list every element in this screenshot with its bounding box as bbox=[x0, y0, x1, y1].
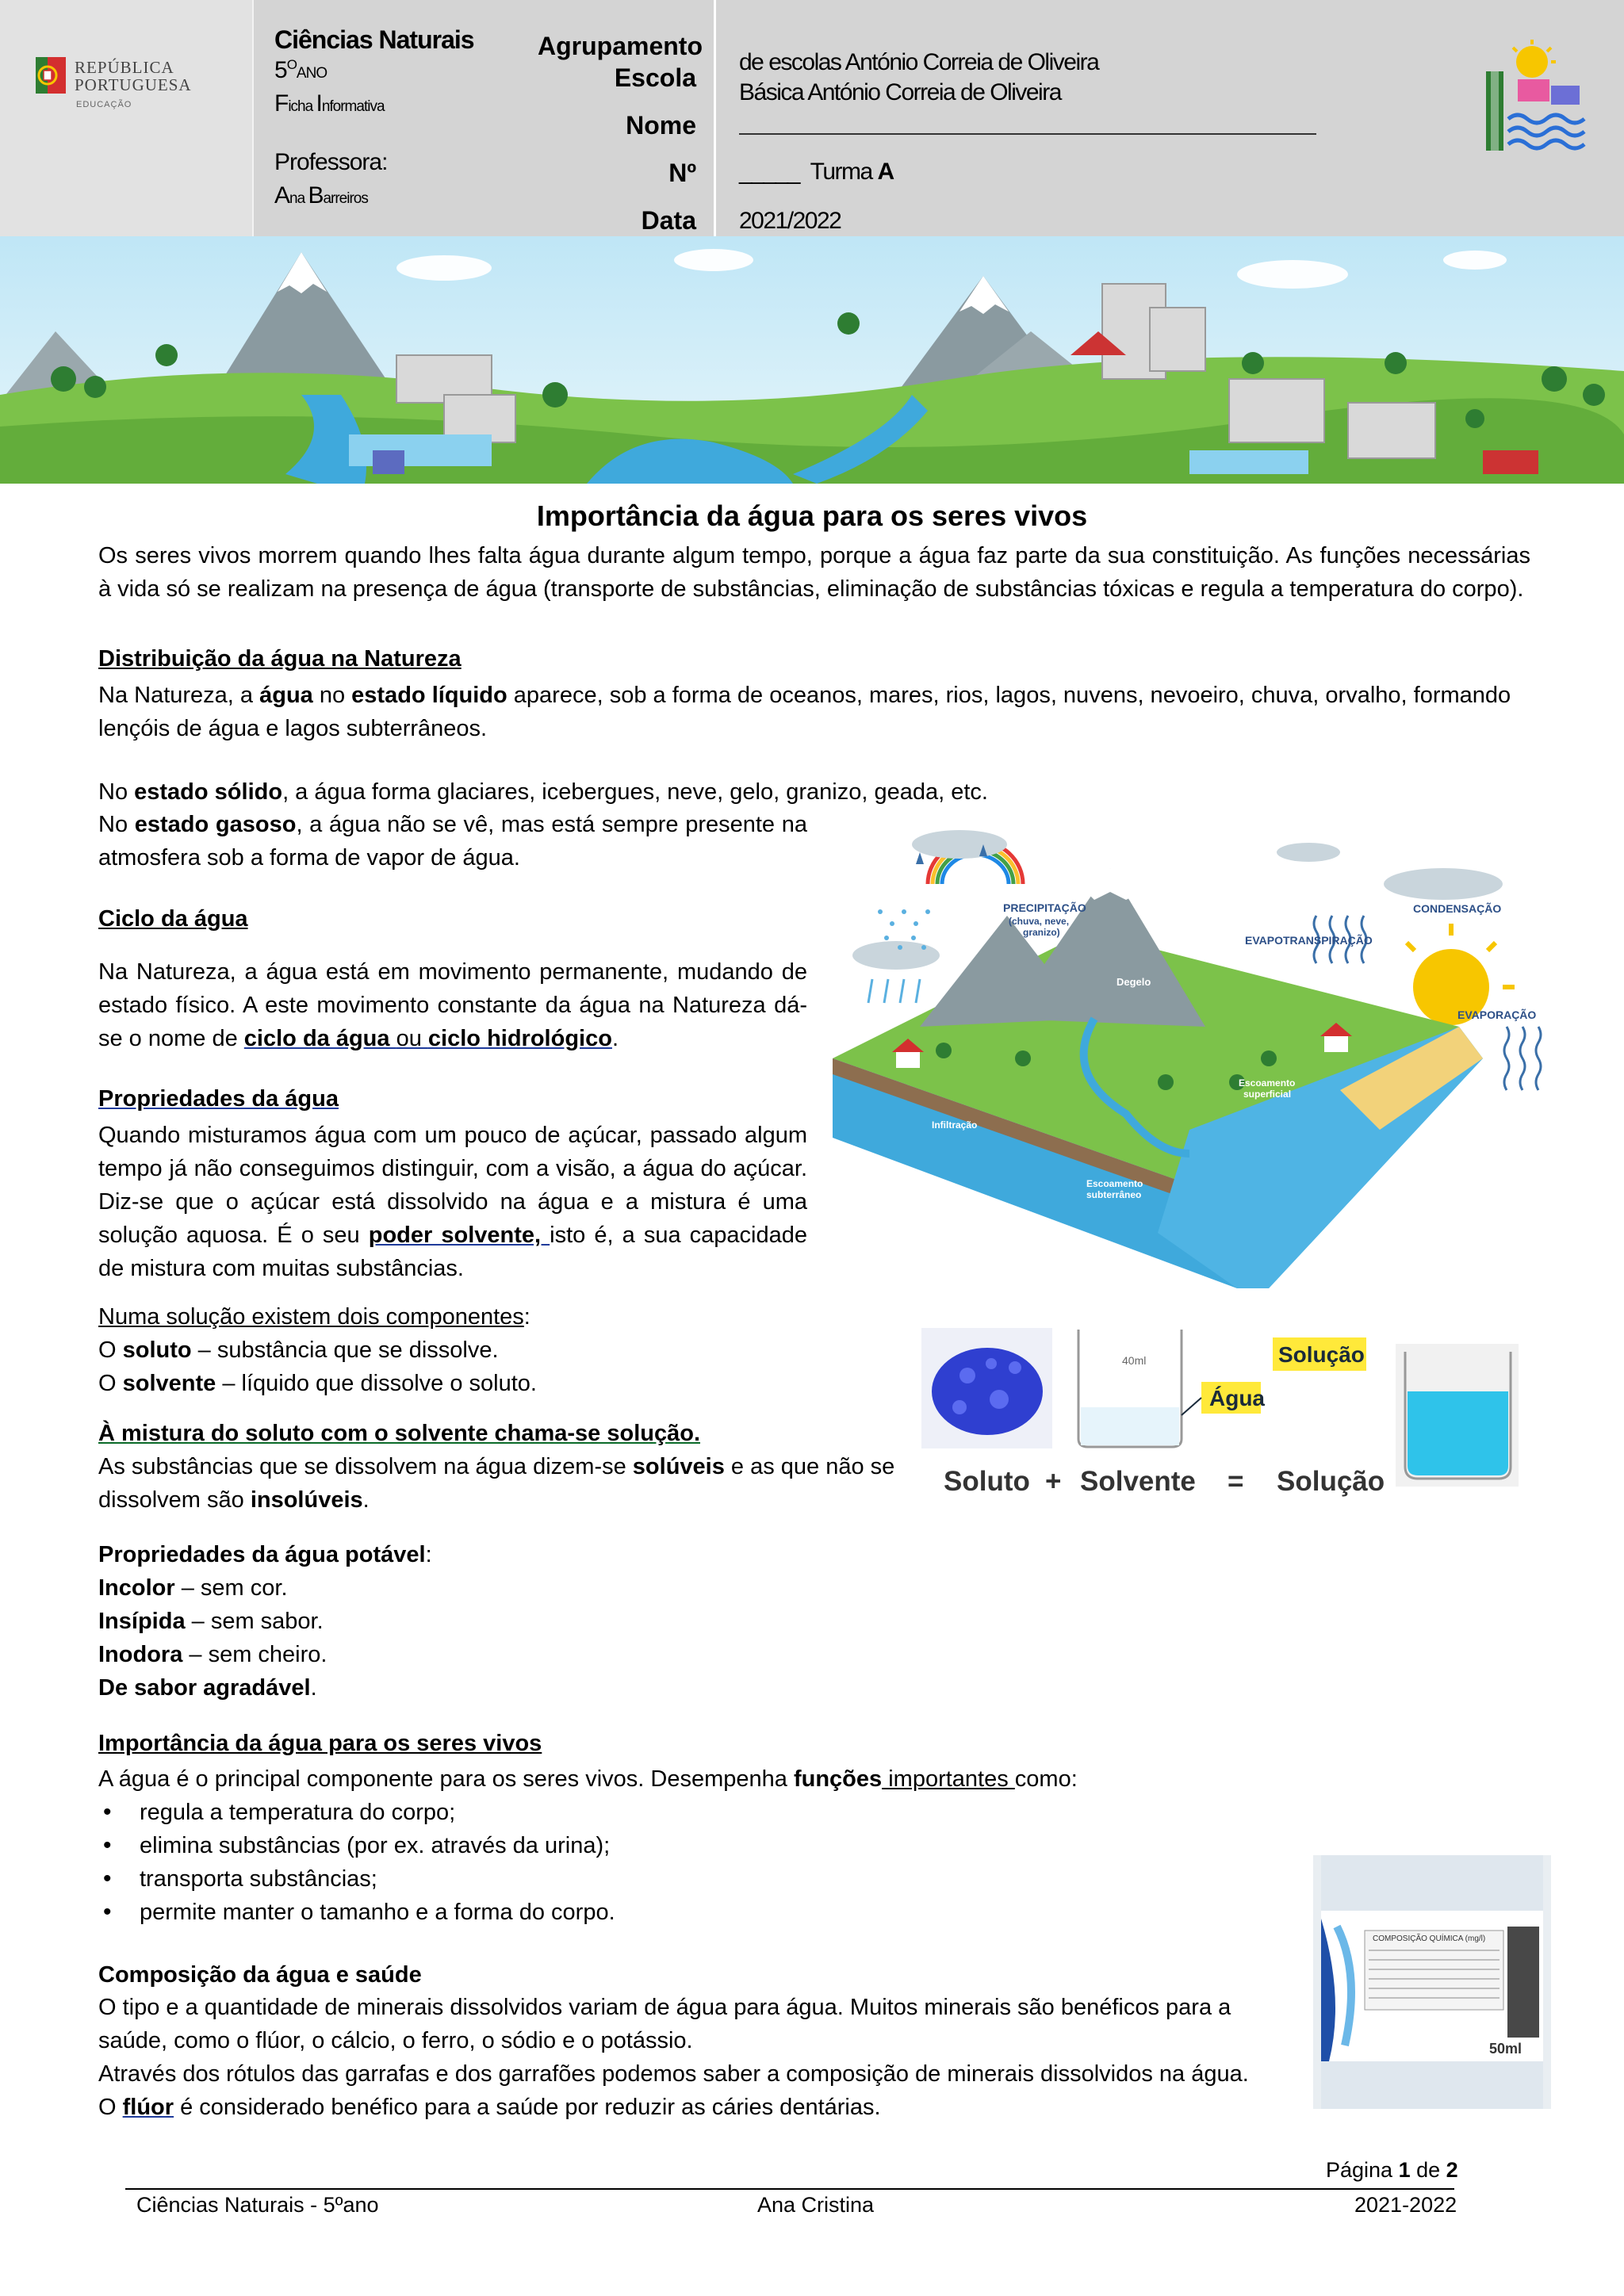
importance-heading: Importância da água para os seres vivos bbox=[98, 1731, 542, 1756]
potable-item: Inodora – sem cheiro. bbox=[98, 1642, 327, 1667]
intro-paragraph: Os seres vivos morrem quando lhes falta água durante algum tempo, porque a água faz parte da sua constituição. As funções necessárias à vida só se realizam na presença de água (transporte de substâncias, eliminação de substâncias tóxicas e regula a temperatura do corpo). bbox=[98, 543, 1530, 602]
potable-item: Incolor – sem cor. bbox=[98, 1575, 288, 1601]
republic-emblem-icon bbox=[36, 57, 66, 94]
equation-equals: = bbox=[1228, 1466, 1244, 1497]
potable-list bbox=[98, 1571, 327, 1705]
value-numero-turma: _____ Turma A bbox=[739, 159, 894, 185]
equation-soluto: Soluto bbox=[944, 1466, 1030, 1497]
label-precipitation-sub: granizo) bbox=[1023, 927, 1060, 938]
distribution-solid-paragraph: No estado sólido, a água forma glaciares, icebergues, neve, gelo, granizo, geada, etc. bbox=[98, 779, 988, 805]
label-evapotranspiration: EVAPOTRANSPIRAÇÃO bbox=[1245, 934, 1373, 947]
equation-plus: + bbox=[1045, 1466, 1062, 1497]
label-groundwater-runoff: Escoamento bbox=[1086, 1178, 1143, 1189]
label-groundwater-runoff: subterrâneo bbox=[1086, 1189, 1142, 1200]
footer-divider bbox=[125, 2188, 1454, 2190]
label-precipitation-sub: (chuva, neve, bbox=[1009, 916, 1070, 927]
solution-diagram bbox=[920, 1320, 1522, 1510]
importance-paragraph: A água é o principal componente para os seres vivos. Desempenha funções importantes como: bbox=[98, 1766, 1078, 1792]
school-year: $5^OANO$ bbox=[274, 57, 327, 83]
beaker-mark: 40ml bbox=[1122, 1354, 1147, 1367]
list-item: • elimina substâncias (por ex. através da urina); bbox=[140, 1829, 1250, 1862]
label-surface-runoff: superficial bbox=[1243, 1089, 1292, 1100]
water-bottle-label-photo bbox=[1313, 1855, 1551, 2109]
water-cycle-diagram bbox=[825, 821, 1562, 1288]
label-infiltration: Infiltração bbox=[932, 1119, 978, 1131]
distribution-heading: Distribuição da água na Natureza bbox=[98, 646, 462, 672]
label-escola: Escola bbox=[614, 63, 696, 92]
name-field-line bbox=[739, 133, 1316, 135]
water-cycle-heading: Ciclo da água bbox=[98, 906, 248, 932]
header-logo-cell bbox=[0, 0, 252, 236]
potable-heading: Propriedades da água potável: bbox=[98, 1542, 432, 1567]
properties-paragraph: Quando misturamos água com um pouco de açúcar, passado algum tempo já não conseguimos distinguir, com a visão, a água do açúcar. Diz-se que o açúcar está dissolvido na água e a mistura é uma solução aquosa. É o seu poder solvente, isto é, a sua capacidade de mistura com muitas substâncias. bbox=[98, 1123, 807, 1281]
health-paragraph-1: O tipo e a quantidade de minerais dissolvidos variam de água para água. Muitos minerais são benéficos para a saúde, como o flúor, o cálcio, o ferro, o sódio e o potássio. bbox=[98, 1995, 1231, 2053]
value-escola: Básica António Correia de Oliveira bbox=[739, 79, 1061, 105]
label-condensation: CONDENSAÇÃO bbox=[1413, 902, 1502, 915]
logo-text: REPÚBLICA PORTUGUESA bbox=[75, 58, 192, 94]
subject-title: Ciências Naturais bbox=[274, 25, 474, 54]
health-heading: Composição da água e saúde bbox=[98, 1962, 422, 1988]
potable-item: Insípida – sem sabor. bbox=[98, 1609, 324, 1634]
footer-right: 2021-2022 bbox=[1354, 2193, 1457, 2217]
bottle-label-title: COMPOSIÇÃO QUÍMICA (mg/l) bbox=[1373, 1934, 1486, 1943]
solubility-paragraph: As substâncias que se dissolvem na água dizem-se solúveis e as que não se dissolvem são insolúveis. bbox=[98, 1454, 895, 1513]
mixture-definition: À mistura do soluto com o solvente chama-se solução. bbox=[98, 1421, 701, 1446]
value-data: 2021/2022 bbox=[739, 208, 841, 234]
label-numero: Nº bbox=[668, 159, 696, 187]
label-surface-runoff: Escoamento bbox=[1239, 1077, 1296, 1089]
distribution-gas-paragraph: No estado gasoso, a água não se vê, mas está sempre presente na atmosfera sob a forma de vapor de água. bbox=[98, 812, 807, 871]
equation-solucao: Solução bbox=[1277, 1466, 1385, 1497]
footer-left: Ciências Naturais - 5ºano bbox=[136, 2193, 379, 2217]
distribution-liquid-paragraph: Na Natureza, a água no estado líquido aparece, sob a forma de oceanos, mares, rios, lagos, nuvens, nevoeiro, chuva, orvalho, formando lençóis de água e lagos subterrâneos. bbox=[98, 683, 1511, 741]
properties-heading: Propriedades da água bbox=[98, 1086, 339, 1112]
label-nome: Nome bbox=[626, 111, 696, 140]
list-item: • permite manter o tamanho e a forma do corpo. bbox=[140, 1896, 1250, 1929]
components-line: Numa solução existem dois componentes: bbox=[98, 1304, 530, 1330]
page-number: Página 1 de 2 bbox=[1326, 2158, 1458, 2182]
solvente-line: O solvente – líquido que dissolve o soluto. bbox=[98, 1371, 537, 1396]
teacher-name: Ana Barreiros bbox=[274, 182, 368, 209]
label-data: Data bbox=[641, 206, 696, 235]
header-divider bbox=[714, 0, 716, 236]
water-cycle-paragraph: Na Natureza, a água está em movimento permanente, mudando de estado físico. A este movimento constante da água na Natureza dá-se o nome de ciclo da água ou ciclo hidrológico. bbox=[98, 959, 807, 1051]
soluto-line: O soluto – substância que se dissolve. bbox=[98, 1337, 499, 1363]
list-item: • regula a temperatura do corpo; bbox=[140, 1796, 1250, 1829]
footer-center: Ana Cristina bbox=[757, 2193, 875, 2217]
label-precipitation: PRECIPITAÇÃO bbox=[1003, 901, 1086, 914]
logo-subtitle: EDUCAÇÃO bbox=[76, 100, 132, 109]
label-evaporation: EVAPORAÇÃO bbox=[1457, 1008, 1537, 1021]
agua-tag: Água bbox=[1209, 1386, 1265, 1410]
header-band bbox=[0, 0, 1624, 236]
header-divider bbox=[252, 0, 254, 236]
school-logo-icon bbox=[1486, 40, 1594, 160]
sheet-type: Ficha Informativa bbox=[274, 90, 385, 117]
list-item: • transporta substâncias; bbox=[140, 1862, 1250, 1896]
potable-item: De sabor agradável. bbox=[98, 1675, 317, 1701]
page-title: Importância da água para os seres vivos bbox=[536, 499, 1088, 532]
value-agrupamento: de escolas António Correia de Oliveira bbox=[739, 49, 1099, 75]
label-melting: Degelo bbox=[1116, 976, 1151, 988]
health-paragraph-2: Através dos rótulos das garrafas e dos garrafões podemos saber a composição de minerais dissolvidos na água. bbox=[98, 2061, 1249, 2087]
health-paragraph-3: O flúor é considerado benéfico para a saúde por reduzir as cáries dentárias. bbox=[98, 2095, 881, 2120]
importance-bullets bbox=[98, 1796, 1250, 1929]
teacher-label: Professora: bbox=[274, 149, 388, 175]
equation-solvente: Solvente bbox=[1080, 1466, 1196, 1497]
label-agrupamento: Agrupamento bbox=[538, 32, 703, 60]
water-landscape-banner bbox=[0, 236, 1624, 484]
solucao-tag: Solução bbox=[1278, 1342, 1365, 1367]
bottle-volume: 50ml bbox=[1489, 2041, 1522, 2057]
